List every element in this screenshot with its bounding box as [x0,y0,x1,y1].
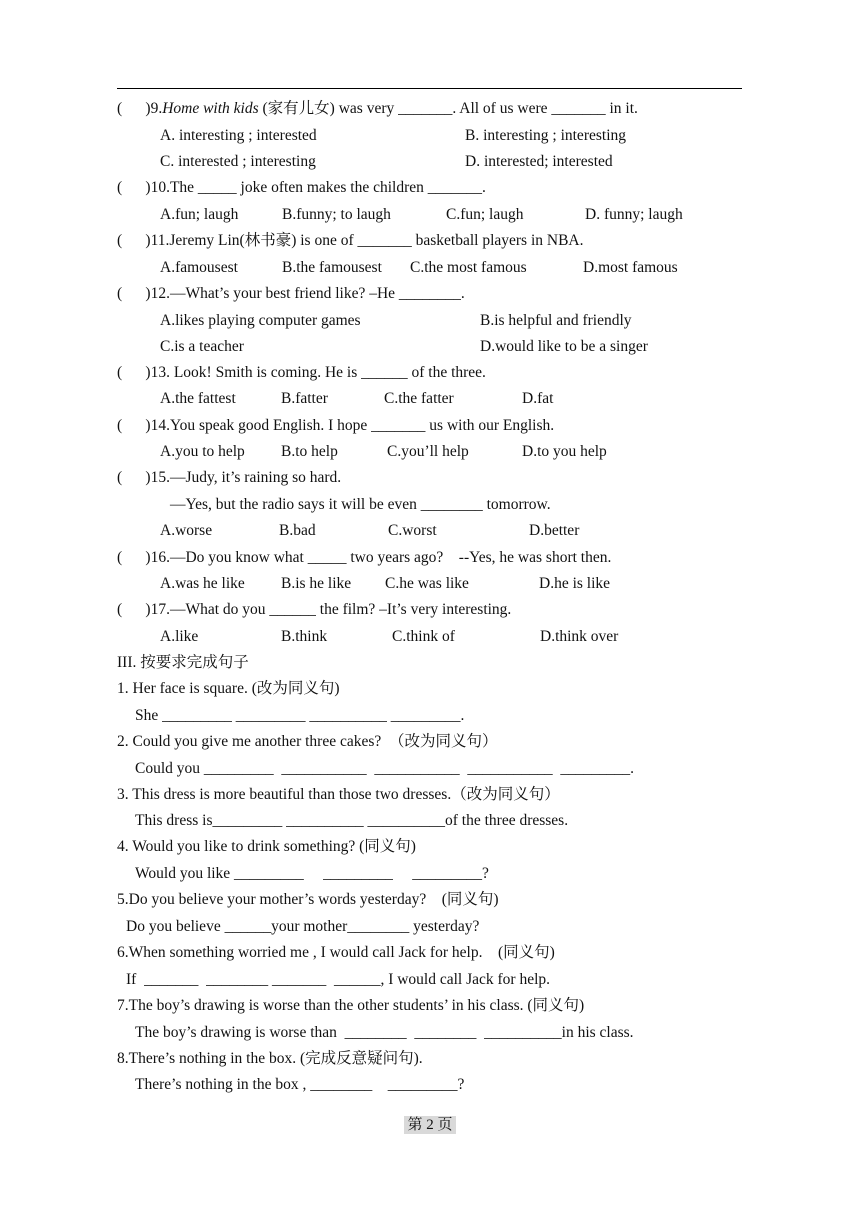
option: D.better [529,522,580,539]
exercise-prompt: 3. This dress is more beautiful than those two dresses.（改为同义句） [117,786,560,803]
exercise-prompt: 1. Her face is square. (改为同义句) [117,680,340,697]
exercise-prompt: 6.When something worried me , I would call Jack for help. (同义句) [117,944,555,961]
question-10: ( )10.The _____ joke often makes the children _______. [117,179,486,196]
section-heading: III. 按要求完成句子 [117,654,249,671]
question-17: ( )17.—What do you ______ the film? –It’s very interesting. [117,601,512,618]
header-rule [117,88,742,89]
exercise-answer-line: If _______ ________ _______ ______, I would call Jack for help. [126,971,551,988]
option: B.think [281,628,328,645]
option: C.worst [388,522,437,539]
option: D.think over [540,628,619,645]
option: C.you’ll help [387,443,469,460]
option: C. interested ; interesting [160,153,316,170]
option: B.bad [279,522,316,539]
question-9 [117,99,638,119]
option: D.would like to be a singer [480,338,648,355]
question-12: ( )12.—What’s your best friend like? –He ________. [117,285,465,302]
question-16: ( )16.—Do you know what _____ two years ago? --Yes, he was short then. [117,549,612,566]
option: A.likes playing computer games [160,312,361,329]
question-14: ( )14.You speak good English. I hope _______ us with our English. [117,417,555,434]
option: C.the fatter [384,390,454,407]
option: C.the most famous [410,259,527,276]
question-15-continued: —Yes, but the radio says it will be even ________ tomorrow. [170,496,551,513]
exercise-prompt: 4. Would you like to drink something? (同义句) [117,838,416,855]
option: C.is a teacher [160,338,244,355]
page-footer [0,1113,860,1134]
option: B. interesting ; interesting [465,127,627,144]
option: A.like [160,628,199,645]
option: A. interesting ; interested [160,127,317,144]
option: A.famousest [160,259,238,276]
exercise-answer-line: The boy’s drawing is worse than ________ ________ __________in his class. [135,1024,634,1041]
option: A.the fattest [160,390,236,407]
exercise-prompt: 7.The boy’s drawing is worse than the other students’ in his class. (同义句) [117,997,585,1014]
title-italic: Home with kids [162,100,259,117]
exercise-answer-line: Would you like _________ _________ _________? [135,865,489,882]
option: B.funny; to laugh [282,206,391,223]
exercise-answer-line: This dress is_________ __________ __________of the three dresses. [135,812,569,829]
option: A.was he like [160,575,245,592]
option: C.he was like [385,575,469,592]
exercise-prompt: 5.Do you believe your mother’s words yesterday? (同义句) [117,891,499,908]
option: D. interested; interested [465,153,613,170]
exercise-answer-line: She _________ _________ __________ _________. [135,707,465,724]
option: B.is helpful and friendly [480,312,632,329]
option: D.to you help [522,443,607,460]
option: D. funny; laugh [585,206,683,223]
question-number: ( )9. [117,100,163,117]
option: B.fatter [281,390,328,407]
page-number: 第 2 页 [404,1116,455,1134]
option: B.is he like [281,575,352,592]
exercise-answer-line: There’s nothing in the box , ________ _________? [135,1076,465,1093]
option: D.he is like [539,575,611,592]
option: D.most famous [583,259,678,276]
question-11: ( )11.Jeremy Lin(林书豪) is one of _______ basketball players in NBA. [117,232,584,249]
option: A.you to help [160,443,245,460]
option: D.fat [522,390,554,407]
option: A.worse [160,522,213,539]
question-13: ( )13. Look! Smith is coming. He is ______ of the three. [117,364,486,381]
question-text: (家有儿女) was very _______. All of us were _______ in it. [258,100,638,117]
option: B.to help [281,443,338,460]
option: B.the famousest [282,259,382,276]
exercise-answer-line: Could you _________ ___________ ___________ ___________ _________. [135,760,635,777]
option: A.fun; laugh [160,206,239,223]
exercise-answer-line: Do you believe ______your mother________ yesterday? [126,918,480,935]
exercise-prompt: 8.There’s nothing in the box. (完成反意疑问句). [117,1050,423,1067]
exercise-prompt: 2. Could you give me another three cakes? （改为同义句） [117,733,498,750]
option: C.think of [392,628,455,645]
question-15: ( )15.—Judy, it’s raining so hard. [117,469,342,486]
option: C.fun; laugh [446,206,524,223]
